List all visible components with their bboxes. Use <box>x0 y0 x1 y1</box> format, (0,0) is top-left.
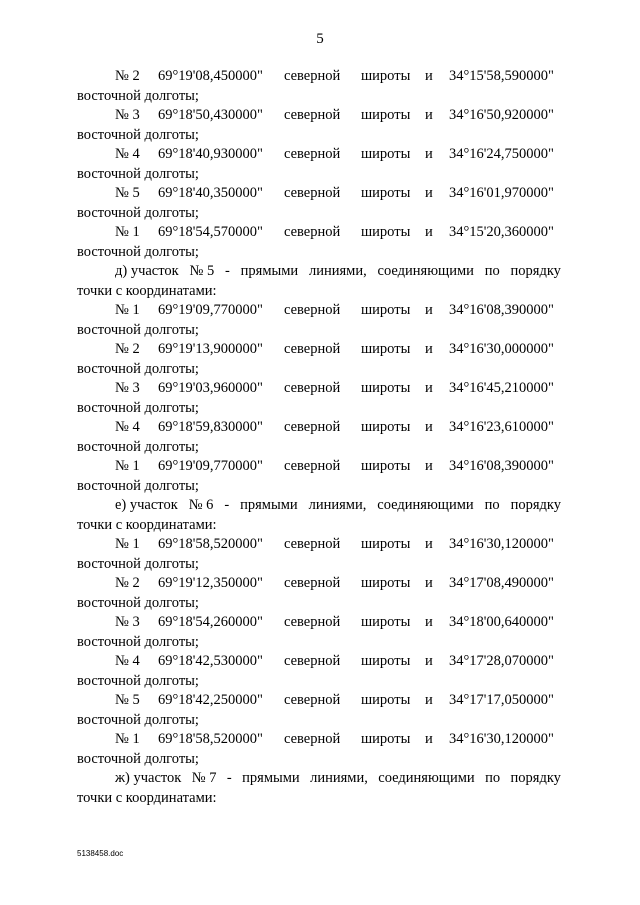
section-heading-word: - <box>225 263 230 279</box>
point-number: № 5 <box>115 692 140 708</box>
longitude-label: восточной долготы; <box>77 438 199 455</box>
north-word: северной <box>284 68 341 84</box>
latitude-word: широты <box>361 575 411 591</box>
point-number: № 1 <box>115 302 140 318</box>
latitude-word: широты <box>361 185 411 201</box>
section-heading-continuation: точки с координатами: <box>77 789 217 806</box>
latitude-word: широты <box>361 731 411 747</box>
section-heading-word: № 5 <box>189 263 215 279</box>
and-word: и <box>425 458 433 474</box>
coordinate-row <box>77 223 561 243</box>
latitude-value: 69°18'50,430000" <box>158 107 263 123</box>
and-word: и <box>425 731 433 747</box>
section-heading-word: порядку <box>510 497 561 513</box>
latitude-word: широты <box>361 380 411 396</box>
latitude-word: широты <box>361 614 411 630</box>
north-word: северной <box>284 341 341 357</box>
longitude-label: восточной долготы; <box>77 399 199 416</box>
coordinate-row <box>77 691 561 711</box>
section-heading-continuation: точки с координатами: <box>77 282 217 299</box>
section-heading-word: по <box>485 770 501 786</box>
point-number: № 4 <box>115 419 140 435</box>
page-number: 5 <box>316 31 324 47</box>
latitude-value: 69°18'40,930000" <box>158 146 263 162</box>
north-word: северной <box>284 575 341 591</box>
and-word: и <box>425 224 433 240</box>
section-heading-word: ж) участок <box>115 770 182 786</box>
longitude-value: 34°17'17,050000" <box>449 692 554 708</box>
latitude-value: 69°19'03,960000" <box>158 380 263 396</box>
longitude-value: 34°17'08,490000" <box>449 575 554 591</box>
point-number: № 3 <box>115 380 140 396</box>
and-word: и <box>425 614 433 630</box>
section-heading-word: по <box>484 263 500 279</box>
longitude-label: восточной долготы; <box>77 360 199 377</box>
longitude-label: восточной долготы; <box>77 243 199 260</box>
point-number: № 4 <box>115 146 140 162</box>
point-number: № 4 <box>115 653 140 669</box>
section-heading-word: е) участок <box>115 497 178 513</box>
point-number: № 2 <box>115 575 140 591</box>
coordinate-row <box>77 535 561 555</box>
longitude-value: 34°16'24,750000" <box>449 146 554 162</box>
longitude-label: восточной долготы; <box>77 633 199 650</box>
coordinate-row <box>77 301 561 321</box>
longitude-value: 34°16'30,120000" <box>449 731 554 747</box>
north-word: северной <box>284 692 341 708</box>
longitude-label: восточной долготы; <box>77 750 199 767</box>
latitude-value: 69°18'58,520000" <box>158 731 263 747</box>
latitude-word: широты <box>361 692 411 708</box>
north-word: северной <box>284 419 341 435</box>
coordinate-row <box>77 184 561 204</box>
and-word: и <box>425 419 433 435</box>
section-heading-word: № 6 <box>188 497 214 513</box>
section-heading <box>77 496 561 516</box>
point-number: № 3 <box>115 614 140 630</box>
and-word: и <box>425 68 433 84</box>
longitude-value: 34°15'20,360000" <box>449 224 554 240</box>
document-filename: 5138458.doc <box>77 849 124 858</box>
longitude-label: восточной долготы; <box>77 321 199 338</box>
point-number: № 1 <box>115 536 140 552</box>
longitude-label: восточной долготы; <box>77 672 199 689</box>
section-heading-word: прямыми <box>240 263 299 279</box>
point-number: № 2 <box>115 68 140 84</box>
latitude-value: 69°18'42,530000" <box>158 653 263 669</box>
latitude-value: 69°18'59,830000" <box>158 419 263 435</box>
latitude-word: широты <box>361 68 411 84</box>
longitude-value: 34°16'30,000000" <box>449 341 554 357</box>
north-word: северной <box>284 146 341 162</box>
section-heading-word: соединяющими <box>378 770 475 786</box>
and-word: и <box>425 536 433 552</box>
latitude-value: 69°18'40,350000" <box>158 185 263 201</box>
north-word: северной <box>284 107 341 123</box>
longitude-value: 34°16'01,970000" <box>449 185 554 201</box>
longitude-value: 34°16'45,210000" <box>449 380 554 396</box>
and-word: и <box>425 341 433 357</box>
longitude-value: 34°18'00,640000" <box>449 614 554 630</box>
latitude-value: 69°18'54,570000" <box>158 224 263 240</box>
longitude-value: 34°16'23,610000" <box>449 419 554 435</box>
latitude-word: широты <box>361 458 411 474</box>
point-number: № 2 <box>115 341 140 357</box>
coordinate-row <box>77 652 561 672</box>
section-heading-continuation: точки с координатами: <box>77 516 217 533</box>
point-number: № 1 <box>115 458 140 474</box>
section-heading-word: прямыми <box>240 497 298 513</box>
point-number: № 1 <box>115 224 140 240</box>
coordinate-row <box>77 106 561 126</box>
longitude-label: восточной долготы; <box>77 555 199 572</box>
section-heading-word: № 7 <box>191 770 217 786</box>
north-word: северной <box>284 614 341 630</box>
longitude-value: 34°17'28,070000" <box>449 653 554 669</box>
section-heading-word: линиями, <box>308 497 367 513</box>
section-heading <box>77 262 561 282</box>
and-word: и <box>425 692 433 708</box>
point-number: № 3 <box>115 107 140 123</box>
and-word: и <box>425 302 433 318</box>
latitude-word: широты <box>361 146 411 162</box>
section-heading-word: - <box>226 770 232 786</box>
latitude-word: широты <box>361 107 411 123</box>
north-word: северной <box>284 731 341 747</box>
longitude-label: восточной долготы; <box>77 87 199 104</box>
and-word: и <box>425 575 433 591</box>
north-word: северной <box>284 536 341 552</box>
coordinate-row <box>77 379 561 399</box>
north-word: северной <box>284 224 341 240</box>
latitude-value: 69°19'08,450000" <box>158 68 263 84</box>
longitude-label: восточной долготы; <box>77 204 199 221</box>
longitude-value: 34°16'08,390000" <box>449 458 554 474</box>
north-word: северной <box>284 302 341 318</box>
latitude-value: 69°19'09,770000" <box>158 458 263 474</box>
latitude-value: 69°19'12,350000" <box>158 575 263 591</box>
section-heading-word: порядку <box>510 263 561 279</box>
latitude-value: 69°18'58,520000" <box>158 536 263 552</box>
longitude-value: 34°16'08,390000" <box>449 302 554 318</box>
latitude-value: 69°19'13,900000" <box>158 341 263 357</box>
latitude-word: широты <box>361 341 411 357</box>
latitude-word: широты <box>361 536 411 552</box>
section-heading-word: соединяющими <box>377 497 474 513</box>
section-heading-word: д) участок <box>115 263 179 279</box>
point-number: № 1 <box>115 731 140 747</box>
section-heading <box>77 769 561 789</box>
section-heading-word: прямыми <box>242 770 300 786</box>
latitude-word: широты <box>361 224 411 240</box>
section-heading-word: соединяющими <box>377 263 474 279</box>
longitude-value: 34°16'50,920000" <box>449 107 554 123</box>
north-word: северной <box>284 185 341 201</box>
longitude-value: 34°16'30,120000" <box>449 536 554 552</box>
longitude-label: восточной долготы; <box>77 594 199 611</box>
section-heading-word: по <box>484 497 500 513</box>
north-word: северной <box>284 653 341 669</box>
north-word: северной <box>284 380 341 396</box>
section-heading-word: линиями, <box>310 770 368 786</box>
longitude-value: 34°15'58,590000" <box>449 68 554 84</box>
coordinate-row <box>77 730 561 750</box>
longitude-label: восточной долготы; <box>77 477 199 494</box>
coordinate-row <box>77 574 561 594</box>
and-word: и <box>425 653 433 669</box>
section-heading-word: линиями, <box>308 263 367 279</box>
section-heading-word: - <box>224 497 230 513</box>
latitude-word: широты <box>361 302 411 318</box>
latitude-value: 69°19'09,770000" <box>158 302 263 318</box>
point-number: № 5 <box>115 185 140 201</box>
longitude-label: восточной долготы; <box>77 126 199 143</box>
coordinate-row <box>77 145 561 165</box>
latitude-word: широты <box>361 653 411 669</box>
coordinate-row <box>77 340 561 360</box>
and-word: и <box>425 380 433 396</box>
section-heading-word: порядку <box>510 770 561 786</box>
north-word: северной <box>284 458 341 474</box>
latitude-value: 69°18'54,260000" <box>158 614 263 630</box>
latitude-word: широты <box>361 419 411 435</box>
longitude-label: восточной долготы; <box>77 711 199 728</box>
latitude-value: 69°18'42,250000" <box>158 692 263 708</box>
coordinate-row <box>77 457 561 477</box>
and-word: и <box>425 185 433 201</box>
coordinate-row <box>77 67 561 87</box>
coordinate-row <box>77 613 561 633</box>
and-word: и <box>425 107 433 123</box>
and-word: и <box>425 146 433 162</box>
coordinate-row <box>77 418 561 438</box>
longitude-label: восточной долготы; <box>77 165 199 182</box>
document-body <box>77 67 561 808</box>
